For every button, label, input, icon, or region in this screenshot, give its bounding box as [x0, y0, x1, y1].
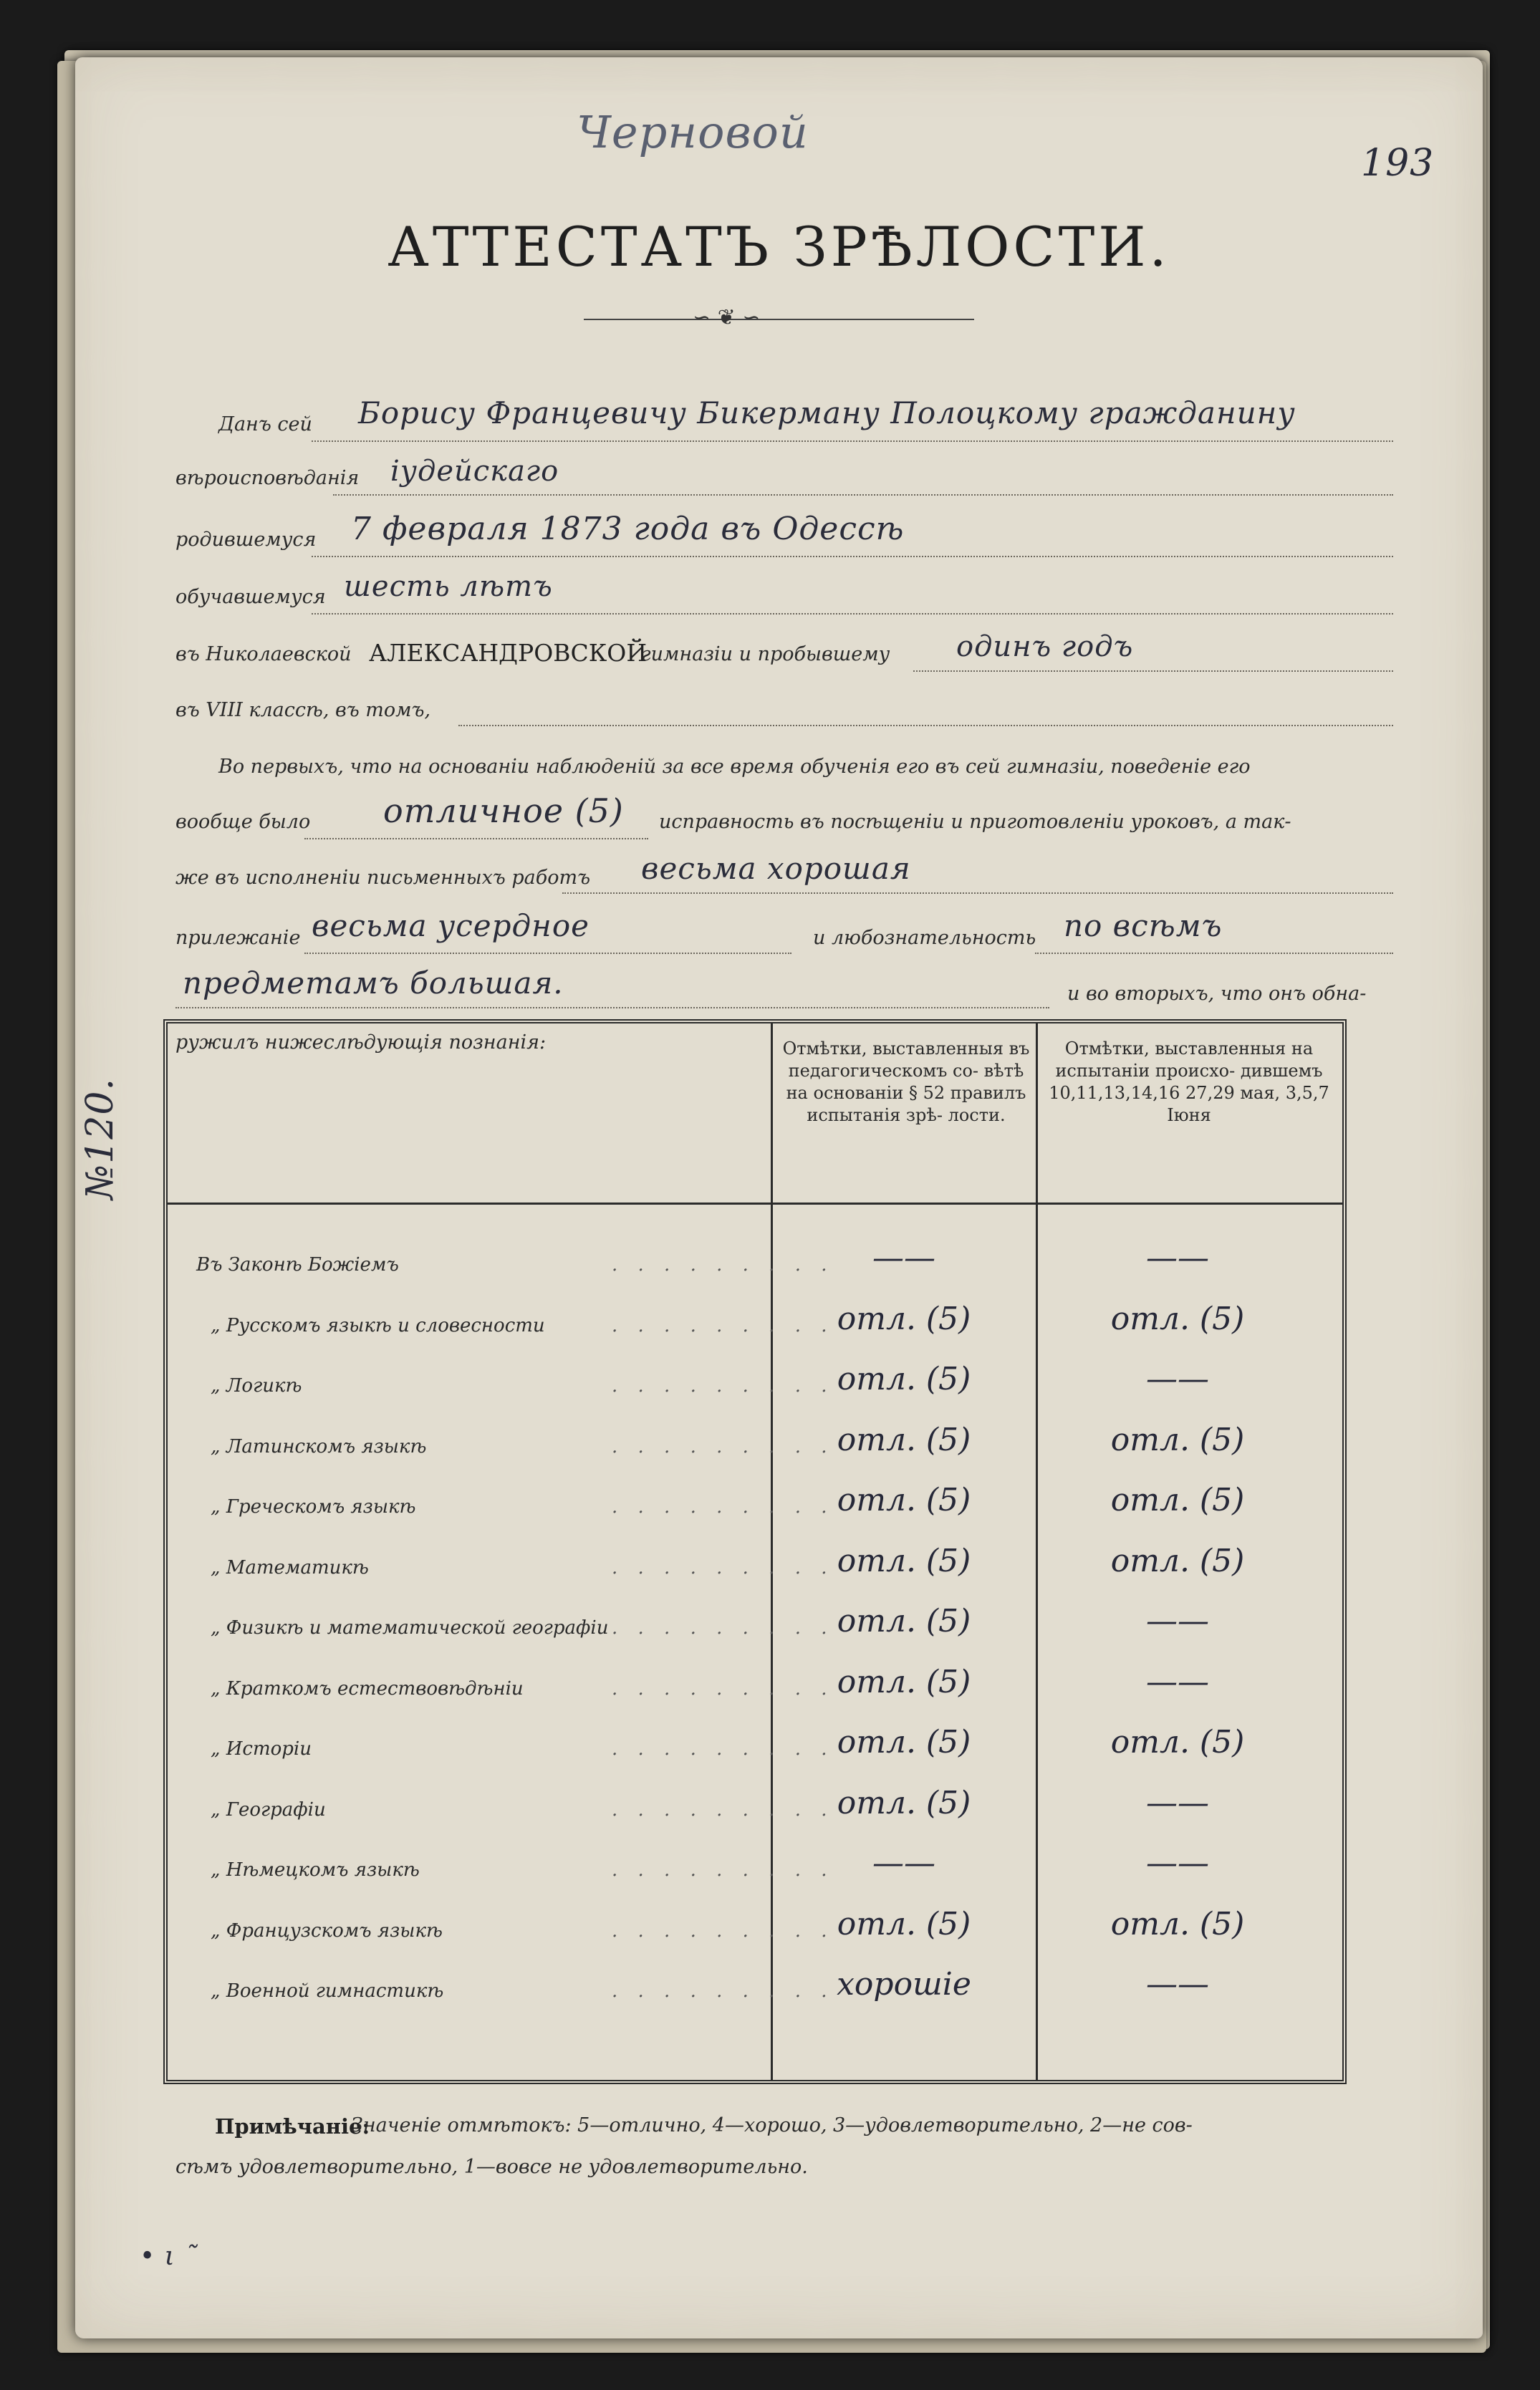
conduct-rule	[304, 838, 648, 839]
grades-table	[163, 1019, 1347, 2084]
table-row	[168, 1722, 1342, 1783]
curiosity-label: и любознательность	[813, 927, 1036, 949]
recipient-name: Борису Францевичу Бикерману Полоцкому гражданину	[358, 395, 1296, 430]
birth-date: 7 февраля 1873 года въ Одессѣ	[351, 511, 905, 547]
margin-note: №120.	[79, 1078, 122, 1200]
table-row	[168, 1904, 1342, 1965]
curiosity-value-cont: предметамъ большая.	[183, 965, 564, 1001]
note-label: Примѣчаніе:	[215, 2114, 370, 2139]
council-grade: отл. (5)	[837, 1482, 971, 1518]
subject-name: „ Греческомъ языкѣ	[211, 1496, 416, 1518]
leader-dots: . . . . . . . . .	[612, 1798, 834, 1821]
council-grade: отл. (5)	[837, 1542, 971, 1579]
council-grade: отл. (5)	[837, 1603, 971, 1639]
draft-label: Черновой	[577, 106, 809, 158]
subject-name: „ Французскомъ языкѣ	[211, 1919, 443, 1942]
born-label: родившемуся	[175, 529, 317, 551]
class-label: въ VIII классѣ, въ томъ,	[175, 699, 431, 721]
leader-dots: . . . . . . . . .	[612, 1738, 834, 1760]
written-work-value: весьма хорошая	[641, 851, 911, 886]
exam-grade: ——	[1146, 1845, 1209, 1881]
subject-name: „ Физикѣ и математической географіи	[211, 1617, 609, 1639]
line4-rule	[312, 613, 1393, 615]
religion-value: іудейскаго	[390, 455, 559, 488]
page-number: 193	[1361, 142, 1435, 185]
diligence-rule	[304, 953, 791, 954]
header-divider	[168, 1203, 1342, 1205]
leader-dots: . . . . . . . . .	[612, 1375, 834, 1397]
exam-grades-header: Отмѣтки, выставленныя на испытаніи происхо- дившемъ 10,11,13,14,16 27,29 мая, 3,5,7 Іюня	[1049, 1039, 1329, 1125]
leader-dots: . . . . . . . . .	[612, 1254, 834, 1276]
council-grade: хорошіе	[837, 1966, 971, 2003]
council-grade: отл. (5)	[837, 1724, 971, 1760]
subject-name: „ Исторіи	[211, 1738, 312, 1760]
table-row	[168, 1299, 1342, 1360]
written-work-rule	[562, 892, 1393, 894]
subject-name: „ Нѣмецкомъ языкѣ	[211, 1859, 420, 1881]
stay-duration: одинъ годъ	[956, 630, 1134, 663]
note-line-1: Значеніе отмѣтокъ: 5—отлично, 4—хорошо, 3—удовлетворительно, 2—не сов-	[351, 2114, 1193, 2136]
council-grade: отл. (5)	[837, 1663, 971, 1700]
council-grade: отл. (5)	[837, 1784, 971, 1821]
leader-dots: . . . . . . . . .	[612, 1980, 834, 2002]
table-row	[168, 1541, 1342, 1602]
study-years: шесть лѣтъ	[344, 570, 553, 603]
school-suffix: гимназіи и пробывшему	[641, 643, 890, 665]
conduct-label: вообще было	[175, 811, 311, 833]
note-line-2: сѣмъ удовлетворительно, 1—вовсе не удовлетворительно.	[175, 2156, 808, 2178]
line1-rule	[312, 440, 1393, 442]
leader-dots: . . . . . . . . .	[612, 1314, 834, 1336]
table-row	[168, 1238, 1342, 1299]
council-grades-header: Отмѣтки, выставленныя въ педагогическомъ со- вѣтѣ на основаніи § 52 правилъ испытанія зрѣ- лости.	[782, 1039, 1030, 1125]
page-title: АТТЕСТАТЪ ЗРѢЛОСТИ.	[388, 215, 1170, 279]
table-row	[168, 1783, 1342, 1844]
table-row	[168, 1844, 1342, 1904]
subject-name: „ Краткомъ естествовѣдѣніи	[211, 1677, 524, 1700]
secondly-text: и во вторыхъ, что онъ обна-	[1067, 983, 1367, 1005]
school-name: АЛЕКСАНДРОВСКОЙ	[369, 639, 648, 667]
diligence-value: весьма усердное	[312, 908, 589, 943]
attendance-text: исправность въ посѣщеніи и приготовленіи уроковъ, а так-	[659, 811, 1291, 833]
leader-dots: . . . . . . . . .	[612, 1496, 834, 1518]
exam-grade: отл. (5)	[1110, 1542, 1245, 1579]
studied-label: обучавшемуся	[175, 586, 326, 608]
table-row	[168, 1480, 1342, 1541]
paragraph-first: Во первыхъ, что на основаніи наблюденій за все время обученія его въ сей гимназіи, поведеніе его	[218, 756, 1251, 778]
exam-grade: ——	[1146, 1966, 1209, 2003]
leader-dots: . . . . . . . . .	[612, 1617, 834, 1639]
council-grade: отл. (5)	[837, 1905, 971, 1942]
subject-name: „ Военной гимнастикѣ	[211, 1980, 444, 2002]
exam-grade: отл. (5)	[1110, 1905, 1245, 1942]
exam-grade: ——	[1146, 1240, 1209, 1276]
exam-grade: ——	[1146, 1784, 1209, 1821]
corner-mark: • ι ˜	[140, 2242, 198, 2271]
table-row	[168, 1601, 1342, 1662]
curiosity-cont-rule	[175, 1007, 1049, 1008]
knowledge-intro: ружилъ нижеслѣдующія познанія:	[175, 1031, 547, 1054]
subject-name: „ Русскомъ языкѣ и словесности	[211, 1314, 545, 1336]
subject-name: „ Географіи	[211, 1798, 326, 1821]
subject-name: „ Логикѣ	[211, 1375, 302, 1397]
council-grade: отл. (5)	[837, 1300, 971, 1337]
subject-name: „ Латинскомъ языкѣ	[211, 1435, 427, 1457]
leader-dots: . . . . . . . . .	[612, 1677, 834, 1700]
exam-grade: отл. (5)	[1110, 1421, 1245, 1458]
leader-dots: . . . . . . . . .	[612, 1859, 834, 1881]
exam-grade: отл. (5)	[1110, 1482, 1245, 1518]
leader-dots: . . . . . . . . .	[612, 1556, 834, 1579]
title-ornament	[584, 319, 974, 320]
ornament-flourish: ∽ ❦ ∽	[693, 305, 761, 330]
line6-rule	[458, 725, 1393, 726]
subject-name: Въ Законѣ Божіемъ	[196, 1254, 399, 1276]
line5-rule	[913, 670, 1393, 672]
leader-dots: . . . . . . . . .	[612, 1919, 834, 1942]
exam-grade: отл. (5)	[1110, 1300, 1245, 1337]
council-grade: отл. (5)	[837, 1361, 971, 1397]
table-row	[168, 1662, 1342, 1723]
school-prefix: въ Николаевской	[175, 643, 352, 665]
table-row	[168, 1359, 1342, 1420]
council-grade: ——	[872, 1845, 935, 1881]
written-work-label: же въ исполненіи письменныхъ работъ	[175, 867, 591, 889]
subject-name: „ Математикѣ	[211, 1556, 369, 1579]
council-grade: ——	[872, 1240, 935, 1276]
line2-rule	[333, 494, 1393, 496]
diligence-label: прилежаніе	[175, 927, 301, 949]
leader-dots: . . . . . . . . .	[612, 1435, 834, 1457]
curiosity-rule	[1035, 953, 1393, 954]
line3-rule	[312, 556, 1393, 557]
exam-grade: ——	[1146, 1361, 1209, 1397]
curiosity-value: по всѣмъ	[1064, 908, 1223, 943]
given-label: Данъ сей	[218, 413, 312, 435]
council-grade: отл. (5)	[837, 1421, 971, 1458]
exam-grade: ——	[1146, 1663, 1209, 1700]
table-row	[168, 1965, 1342, 2025]
religion-label: вѣроисповѣданія	[175, 467, 360, 489]
certificate-page	[75, 57, 1483, 2338]
conduct-value: отличное (5)	[383, 791, 624, 830]
exam-grade: ——	[1146, 1603, 1209, 1639]
exam-grade: отл. (5)	[1110, 1724, 1245, 1760]
table-row	[168, 1420, 1342, 1481]
